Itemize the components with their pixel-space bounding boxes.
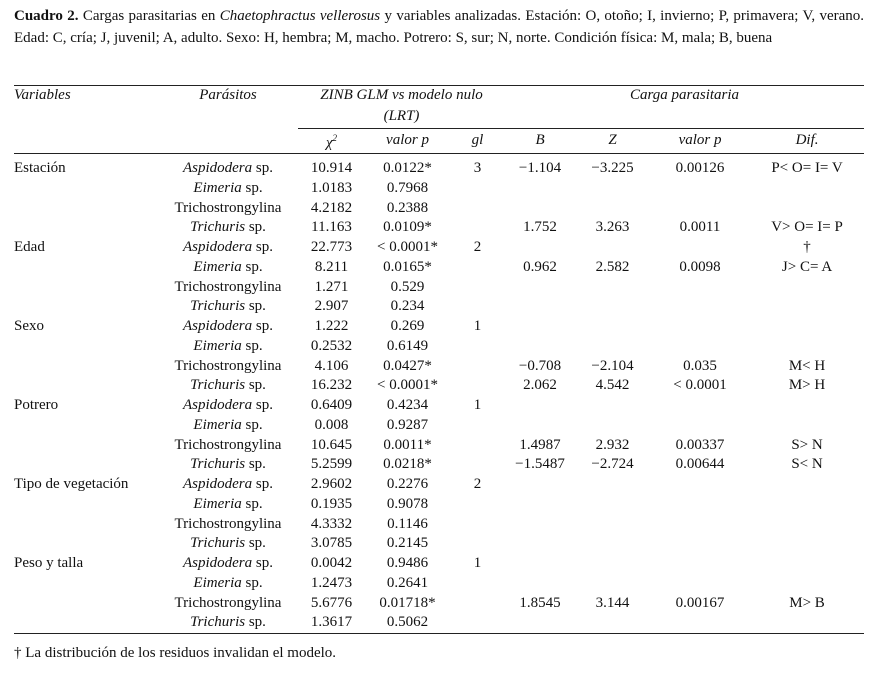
b-cell	[505, 317, 575, 337]
chi2-cell: 1.0183	[310, 179, 353, 196]
gl-cell	[450, 199, 505, 219]
dif-cell	[750, 475, 864, 495]
dif-cell: S> N	[791, 436, 823, 453]
b-cell: 1.8545	[519, 594, 561, 611]
dif-cell: J> C= A	[781, 258, 833, 275]
table-row	[14, 337, 864, 357]
p-value-cell: 0.0109*	[383, 219, 432, 236]
caption-text: Cargas parasitarias en	[78, 8, 220, 24]
p-value-cell: 0.9287	[386, 416, 429, 433]
p-value-cell: < 0.0001*	[377, 239, 438, 255]
z-cell: 3.263	[595, 219, 630, 236]
p-value2-cell	[650, 278, 750, 298]
b-cell	[505, 278, 575, 298]
caption-text-2: y variables analizadas. Estación: O, otoño; I, invierno; P, primavera; V, verano. Edad: C, cría; J, juvenil; A, adulto. Sexo: H, hembra; M, macho. Potrero: S, sur; N, norte. Condición física: M, mala; B, buena	[14, 8, 865, 46]
table-row	[14, 436, 864, 456]
chi2-cell: 3.0785	[310, 535, 353, 552]
z-cell	[575, 199, 650, 219]
parasite-cell: Trichostrongylina	[174, 278, 282, 295]
chi2-cell: 4.3332	[310, 515, 353, 532]
table-row	[14, 594, 864, 614]
z-cell	[575, 495, 650, 515]
dif-cell	[750, 317, 864, 337]
z-cell	[575, 416, 650, 436]
gl-cell	[450, 574, 505, 594]
caption-label: Cuadro 2.	[14, 8, 79, 24]
gl-cell: 2	[473, 476, 482, 492]
variable-cell	[14, 337, 158, 357]
header-variables: Variables	[14, 87, 71, 104]
parasite-cell: Trichuris sp.	[190, 298, 266, 315]
z-cell	[575, 179, 650, 199]
gl-cell	[450, 218, 505, 238]
b-cell	[505, 337, 575, 357]
header-b: B	[535, 132, 545, 149]
gl-cell	[450, 357, 505, 377]
variable-cell	[14, 218, 158, 238]
variable-cell	[14, 258, 158, 278]
table-row	[14, 179, 864, 199]
p-value-cell: 0.2388	[386, 199, 429, 216]
p-value-cell: 0.9486	[386, 555, 429, 571]
b-cell: −0.708	[518, 357, 562, 374]
z-cell: 4.542	[595, 377, 630, 394]
p-value2-cell	[650, 396, 750, 416]
chi2-cell: 11.163	[311, 219, 352, 236]
chi2-cell: 0.2532	[310, 337, 353, 354]
gl-cell	[450, 337, 505, 357]
p-value2-cell: < 0.0001	[673, 377, 727, 394]
p-value2-cell	[650, 475, 750, 495]
gl-cell	[450, 515, 505, 535]
dif-cell	[750, 297, 864, 317]
z-cell: −2.104	[591, 357, 634, 374]
gl-cell	[450, 534, 505, 554]
variable-cell: Potrero	[14, 397, 59, 413]
z-cell: 2.582	[595, 258, 630, 275]
dif-cell	[750, 613, 864, 633]
p-value-cell: 0.529	[390, 278, 425, 295]
parasite-cell: Aspidodera sp.	[182, 318, 273, 334]
chi2-cell: 5.6776	[310, 594, 353, 611]
variable-cell	[14, 179, 158, 199]
p-value2-cell	[650, 297, 750, 317]
p-value2-cell	[650, 337, 750, 357]
parasite-cell: Trichostrongylina	[174, 515, 282, 532]
dif-cell	[750, 574, 864, 594]
p-value-cell: 0.269	[390, 318, 425, 334]
p-value2-cell	[650, 534, 750, 554]
dif-cell: M< H	[788, 357, 826, 374]
p-value-cell: 0.0011*	[383, 436, 432, 453]
table-row	[14, 534, 864, 554]
p-value-cell: 0.4234	[386, 397, 429, 413]
parasite-cell: Trichuris sp.	[190, 535, 266, 552]
parasite-cell: Trichostrongylina	[174, 199, 282, 216]
parasite-cell: Aspidodera sp.	[182, 160, 273, 176]
parasite-cell: Aspidodera sp.	[182, 476, 273, 492]
header-parasitos: Parásitos	[199, 87, 257, 104]
variable-cell: Tipo de vegetación	[14, 476, 129, 492]
gl-cell: 2	[473, 239, 482, 255]
b-cell	[505, 534, 575, 554]
header-valor-p2: valor p	[678, 132, 722, 149]
parasite-cell: Eimeria sp.	[193, 179, 263, 196]
dif-cell: P< O= I= V	[771, 160, 843, 176]
parasite-cell: Eimeria sp.	[193, 337, 263, 354]
z-cell	[575, 475, 650, 495]
dif-cell	[750, 495, 864, 515]
header-carga: Carga parasitaria	[630, 87, 740, 104]
p-value2-cell: 0.0098	[679, 258, 721, 275]
variable-cell	[14, 455, 158, 475]
table-row	[14, 199, 864, 219]
variable-cell	[14, 613, 158, 633]
p-value-cell: 0.01718*	[379, 594, 436, 611]
dif-cell	[750, 179, 864, 199]
header-valor-p: valor p	[386, 132, 429, 149]
p-value2-cell: 0.0011	[679, 219, 721, 236]
z-cell	[575, 574, 650, 594]
p-value-cell: < 0.0001*	[377, 377, 438, 394]
p-value2-cell: 0.00126	[675, 160, 725, 176]
gl-cell: 1	[473, 397, 482, 413]
b-cell	[505, 495, 575, 515]
table-row	[14, 416, 864, 436]
variable-cell	[14, 436, 158, 456]
gl-cell: 1	[473, 318, 482, 334]
p-value2-cell	[650, 199, 750, 219]
gl-cell	[450, 297, 505, 317]
z-cell: −3.225	[591, 160, 634, 176]
p-value-cell: 0.6149	[386, 337, 429, 354]
variable-cell	[14, 416, 158, 436]
p-value-cell: 0.0427*	[383, 357, 432, 374]
gl-cell	[450, 376, 505, 396]
table-caption	[14, 6, 864, 49]
variable-cell	[14, 357, 158, 377]
p-value2-cell	[650, 574, 750, 594]
variable-cell: Estación	[14, 160, 66, 176]
table-row	[14, 455, 864, 475]
z-cell	[575, 554, 650, 574]
p-value-cell: 0.5062	[386, 614, 429, 631]
b-cell	[505, 554, 575, 574]
chi2-cell: 5.2599	[310, 456, 353, 473]
dif-cell	[750, 337, 864, 357]
gl-cell	[450, 455, 505, 475]
b-cell	[505, 416, 575, 436]
gl-cell: 1	[473, 555, 482, 571]
b-cell	[505, 475, 575, 495]
dif-cell: M> H	[788, 377, 826, 394]
table-row	[14, 475, 864, 495]
table-row	[14, 357, 864, 377]
dif-cell	[750, 534, 864, 554]
dif-cell	[750, 416, 864, 436]
parasite-cell: Aspidodera sp.	[182, 397, 273, 413]
gl-cell	[450, 594, 505, 614]
z-cell	[575, 534, 650, 554]
chi2-cell: 0.6409	[310, 397, 353, 413]
z-cell	[575, 515, 650, 535]
dif-cell	[750, 396, 864, 416]
chi2-cell: 1.222	[314, 318, 349, 334]
caption-species: Chaetophractus vellerosus	[219, 8, 381, 24]
b-cell: −1.104	[518, 160, 562, 176]
p-value2-cell	[650, 317, 750, 337]
p-value-cell: 0.1146	[387, 515, 428, 532]
b-cell: −1.5487	[515, 456, 565, 473]
table-row	[14, 218, 864, 238]
p-value-cell: 0.0122*	[383, 160, 432, 176]
header-gl: gl	[471, 132, 484, 149]
parasite-cell: Eimeria sp.	[193, 258, 263, 275]
variable-cell	[14, 278, 158, 298]
chi2-cell: 2.9602	[310, 476, 353, 492]
parasite-cell: Trichostrongylina	[174, 594, 282, 611]
variable-cell	[14, 515, 158, 535]
header-dif: Dif.	[795, 132, 819, 149]
variable-cell: Edad	[14, 239, 45, 255]
table-row	[14, 258, 864, 278]
b-cell	[505, 238, 575, 258]
chi2-cell: 1.2473	[310, 574, 353, 591]
p-value-cell: 0.2145	[386, 535, 429, 552]
dif-cell: M> B	[789, 594, 825, 611]
p-value-cell: 0.234	[390, 298, 425, 315]
variable-cell	[14, 574, 158, 594]
chi2-cell: 8.211	[314, 258, 349, 275]
data-table	[14, 86, 864, 633]
z-cell: −2.724	[591, 456, 634, 473]
parasite-cell: Eimeria sp.	[193, 495, 263, 512]
table-row	[14, 159, 864, 179]
p-value2-cell	[650, 495, 750, 515]
chi2-cell: 22.773	[310, 239, 353, 255]
table-row	[14, 238, 864, 258]
p-value-cell: 0.7968	[386, 179, 429, 196]
p-value2-cell	[650, 238, 750, 258]
p-value2-cell: 0.035	[683, 357, 717, 374]
bottom-rule	[14, 633, 864, 634]
table-row	[14, 613, 864, 633]
b-cell	[505, 199, 575, 219]
variable-cell: Peso y talla	[14, 555, 84, 571]
p-value2-cell: 0.00337	[675, 436, 725, 453]
b-cell: 2.062	[523, 377, 557, 394]
b-cell	[505, 515, 575, 535]
parasite-cell: Trichuris sp.	[190, 219, 266, 236]
table-row	[14, 574, 864, 594]
chi2-cell: 10.914	[310, 160, 353, 176]
table-row	[14, 278, 864, 298]
parasite-cell: Aspidodera sp.	[182, 239, 273, 255]
p-value2-cell	[650, 179, 750, 199]
chi2-cell: 0.1935	[310, 495, 353, 512]
dif-cell	[750, 554, 864, 574]
gl-cell	[450, 278, 505, 298]
p-value2-cell	[650, 554, 750, 574]
b-cell: 1.4987	[519, 436, 561, 453]
dif-cell: S< N	[791, 456, 823, 473]
parasite-cell: Trichostrongylina	[174, 357, 282, 374]
p-value-cell: 0.0165*	[383, 258, 432, 275]
b-cell	[505, 396, 575, 416]
parasite-cell: Trichuris sp.	[190, 614, 266, 631]
table-row	[14, 376, 864, 396]
parasite-cell: Trichuris sp.	[190, 456, 266, 473]
p-value2-cell: 0.00644	[675, 456, 725, 473]
gl-cell	[450, 613, 505, 633]
gl-cell	[450, 495, 505, 515]
gl-cell: 3	[473, 160, 482, 176]
dif-cell	[750, 199, 864, 219]
gl-cell	[450, 179, 505, 199]
variable-cell	[14, 594, 158, 614]
dif-cell: †	[803, 239, 811, 255]
table-row	[14, 554, 864, 574]
p-value-cell: 0.9078	[386, 495, 429, 512]
parasite-cell: Trichostrongylina	[174, 436, 282, 453]
table-row	[14, 515, 864, 535]
z-cell	[575, 337, 650, 357]
chi2-cell: 2.907	[314, 298, 349, 315]
gl-cell	[450, 258, 505, 278]
chi2-cell: 0.0042	[310, 555, 353, 571]
p-value2-cell	[650, 416, 750, 436]
chi2-cell: 1.3617	[310, 614, 353, 631]
p-value-cell: 0.2276	[386, 476, 429, 492]
gl-cell	[450, 416, 505, 436]
dif-cell	[750, 278, 864, 298]
header-zinb: ZINB GLM vs modelo nulo	[320, 87, 483, 104]
chi2-cell: 4.106	[314, 357, 349, 374]
z-cell	[575, 396, 650, 416]
b-cell: 0.962	[523, 258, 557, 275]
z-cell	[575, 317, 650, 337]
chi2-cell: 10.645	[310, 436, 353, 453]
dif-cell	[750, 515, 864, 535]
parasite-cell: Trichuris sp.	[190, 377, 266, 394]
p-value-cell: 0.2641	[386, 574, 429, 591]
table-row	[14, 495, 864, 515]
gl-cell	[450, 436, 505, 456]
table-row	[14, 297, 864, 317]
b-cell: 1.752	[523, 219, 557, 236]
table-row	[14, 396, 864, 416]
b-cell	[505, 574, 575, 594]
chi2-cell: 0.008	[314, 416, 349, 433]
p-value2-cell: 0.00167	[675, 594, 725, 611]
b-cell	[505, 613, 575, 633]
parasite-cell: Eimeria sp.	[193, 416, 263, 433]
variable-cell	[14, 297, 158, 317]
p-value-cell: 0.0218*	[383, 456, 432, 473]
chi2-cell: 4.2182	[310, 199, 353, 216]
z-cell	[575, 613, 650, 633]
variable-cell	[14, 199, 158, 219]
variable-cell	[14, 534, 158, 554]
z-cell: 2.932	[595, 436, 630, 453]
p-value2-cell	[650, 613, 750, 633]
variable-cell	[14, 376, 158, 396]
dif-cell: V> O= I= P	[771, 219, 843, 236]
header-z: Z	[608, 132, 617, 149]
p-value2-cell	[650, 515, 750, 535]
b-cell	[505, 297, 575, 317]
z-cell: 3.144	[595, 594, 630, 611]
chi2-cell: 1.271	[314, 278, 349, 295]
footnote: † La distribución de los residuos invalidan el modelo.	[14, 645, 337, 661]
header-chi2: $\chi^2$	[325, 132, 338, 151]
chi2-cell: 16.232	[310, 377, 353, 394]
b-cell	[505, 179, 575, 199]
variable-cell: Sexo	[14, 318, 44, 334]
z-cell	[575, 278, 650, 298]
z-cell	[575, 297, 650, 317]
parasite-cell: Aspidodera sp.	[182, 555, 273, 571]
header-lrt: (LRT)	[383, 108, 420, 125]
z-cell	[575, 238, 650, 258]
table-row	[14, 317, 864, 337]
variable-cell	[14, 495, 158, 515]
parasite-cell: Eimeria sp.	[193, 574, 263, 591]
